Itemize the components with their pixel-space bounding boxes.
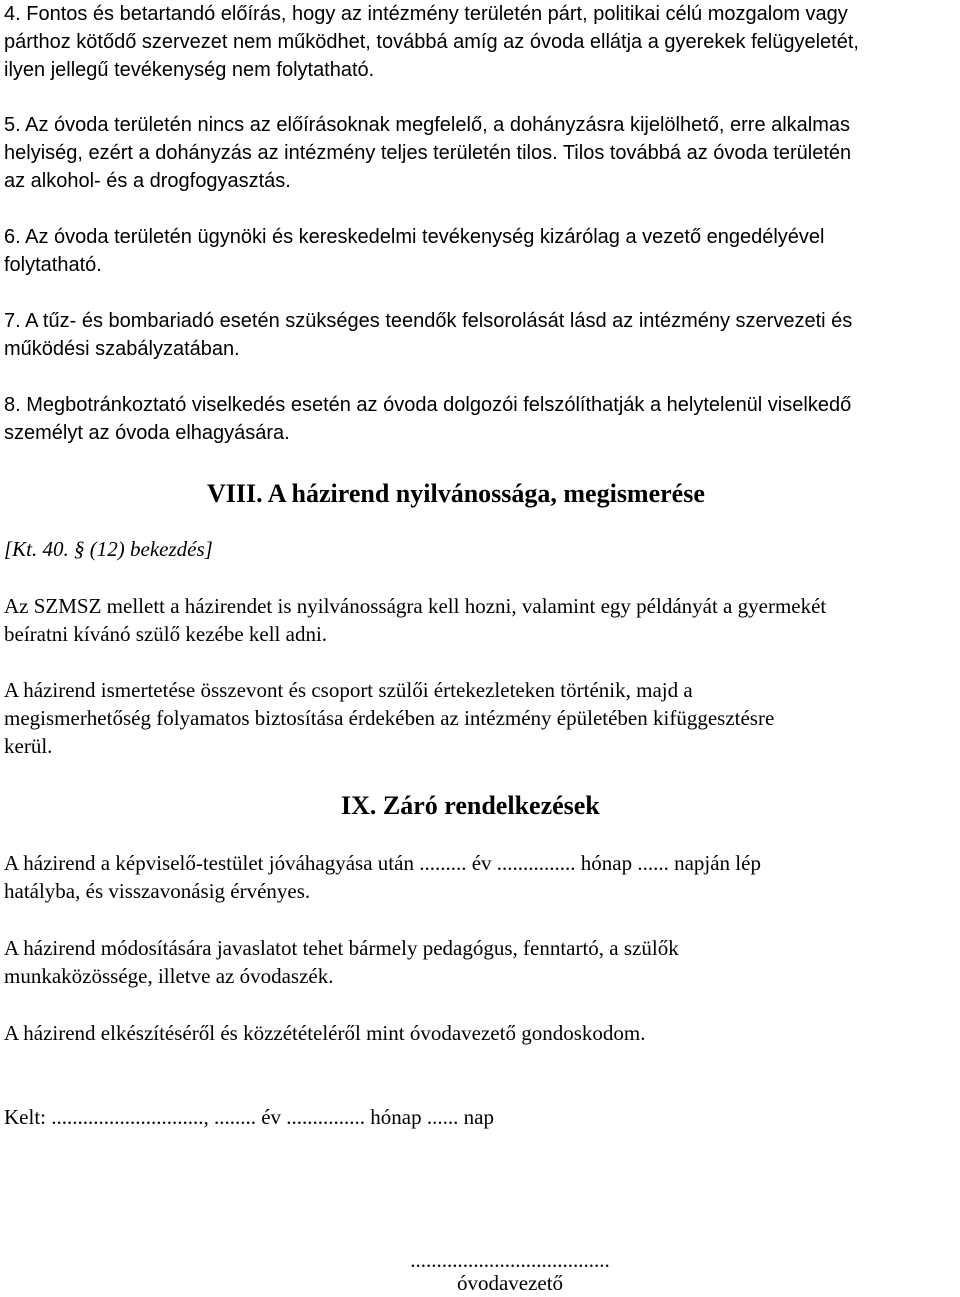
section-8-paragraph-1: Az SZMSZ mellett a házirendet is nyilvánosságra kell hozni, valamint egy példányát a gyermekét beíratni kívánó szülő kezébe kell adni. (4, 594, 827, 646)
section-9-heading: IX. Záró rendelkezések (341, 791, 600, 820)
section-8-paragraph-2: A házirend ismertetése összevont és csoport szülői értekezleteken történik, majd a megismerhetőség folyamatos biztosítása érdekében az intézmény épületében kifüggesztésre kerül. (4, 678, 775, 758)
legal-reference: [Kt. 40. § (12) bekezdés] (4, 537, 213, 561)
signature-line: ...................................... (410, 1248, 610, 1272)
section-9-paragraph-2: A házirend módosítására javaslatot tehet bármely pedagógus, fenntartó, a szülők munkaközössége, illetve az óvodaszék. (4, 936, 679, 988)
section-9-paragraph-1: A házirend a képviselő-testület jóváhagyása után ......... év ............... hónap ...... napján lép hatályba, és visszavonásig érvényes. (4, 851, 761, 903)
rule-6: 6. Az óvoda területén ügynöki és kereskedelmi tevékenység kizárólag a vezető engedélyével folytatható. (4, 226, 825, 276)
date-line: Kelt: ............................., ........ év ............... hónap ...... nap (4, 1105, 494, 1129)
rule-7: 7. A tűz- és bombariadó esetén szükséges teendők felsorolását lásd az intézmény szervezeti és működési szabályzatában. (4, 310, 853, 360)
rule-4: 4. Fontos és betartandó előírás, hogy az intézmény területén párt, politikai célú mozgalom vagy párthoz kötődő szervezet nem működhet, továbbá amíg az óvoda ellátja a gyerekek felügyeletét, ilyen jellegű tevékenység nem folytatható. (4, 3, 859, 81)
rule-5: 5. Az óvoda területén nincs az előírásoknak megfelelő, a dohányzásra kijelölhető, erre alkalmas helyiség, ezért a dohányzás az intézmény teljes területén tilos. Tilos továbbá az óvoda területén az alkohol- és a drogfogyasztás. (4, 114, 852, 192)
signature-label: óvodavezető (456, 1271, 564, 1295)
rule-8: 8. Megbotránkoztató viselkedés esetén az óvoda dolgozói felszólíthatják a helytelenül viselkedő személyt az óvoda elhagyására. (4, 394, 852, 444)
section-9-paragraph-3: A házirend elkészítéséről és közzétételéről mint óvodavezető gondoskodom. (4, 1021, 646, 1045)
section-8-heading: VIII. A házirend nyilvánossága, megismerése (207, 479, 705, 508)
